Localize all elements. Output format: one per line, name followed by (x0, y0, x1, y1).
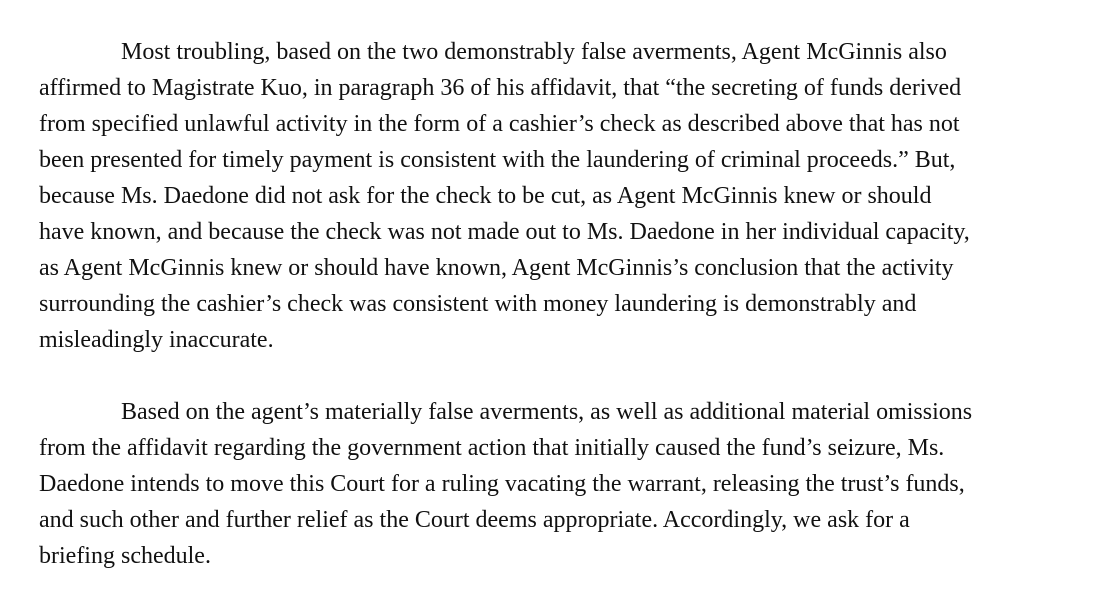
paragraph-line: Daedone intends to move this Court for a ruling vacating the warrant, releasing the trust’s funds, (39, 471, 965, 497)
paragraph-line: because Ms. Daedone did not ask for the check to be cut, as Agent McGinnis knew or should (39, 183, 932, 209)
paragraph-line: have known, and because the check was not made out to Ms. Daedone in her individual capacity, (39, 219, 970, 245)
paragraph-line: Based on the agent’s materially false averments, as well as additional material omissions (121, 399, 973, 425)
paragraph-line: briefing schedule. (39, 543, 211, 569)
paragraph-line: as Agent McGinnis knew or should have known, Agent McGinnis’s conclusion that the activity (39, 255, 954, 281)
paragraph-line: from the affidavit regarding the government action that initially caused the fund’s seizure, Ms. (39, 435, 945, 461)
paragraph-line: surrounding the cashier’s check was consistent with money laundering is demonstrably and (39, 291, 917, 317)
paragraph-2 (39, 394, 1099, 574)
paragraph-line: affirmed to Magistrate Kuo, in paragraph 36 of his affidavit, that “the secreting of funds derived (39, 75, 962, 101)
paragraph-line: and such other and further relief as the Court deems appropriate. Accordingly, we ask for a (39, 507, 910, 533)
paragraph-line: been presented for timely payment is consistent with the laundering of criminal proceeds.” But, (39, 147, 956, 173)
document-page (39, 34, 1099, 574)
paragraph-1 (39, 34, 1099, 358)
paragraph-line: misleadingly inaccurate. (39, 327, 274, 353)
paragraph-line: from specified unlawful activity in the form of a cashier’s check as described above that has not (39, 111, 960, 137)
paragraph-line: Most troubling, based on the two demonstrably false averments, Agent McGinnis also (121, 39, 947, 65)
